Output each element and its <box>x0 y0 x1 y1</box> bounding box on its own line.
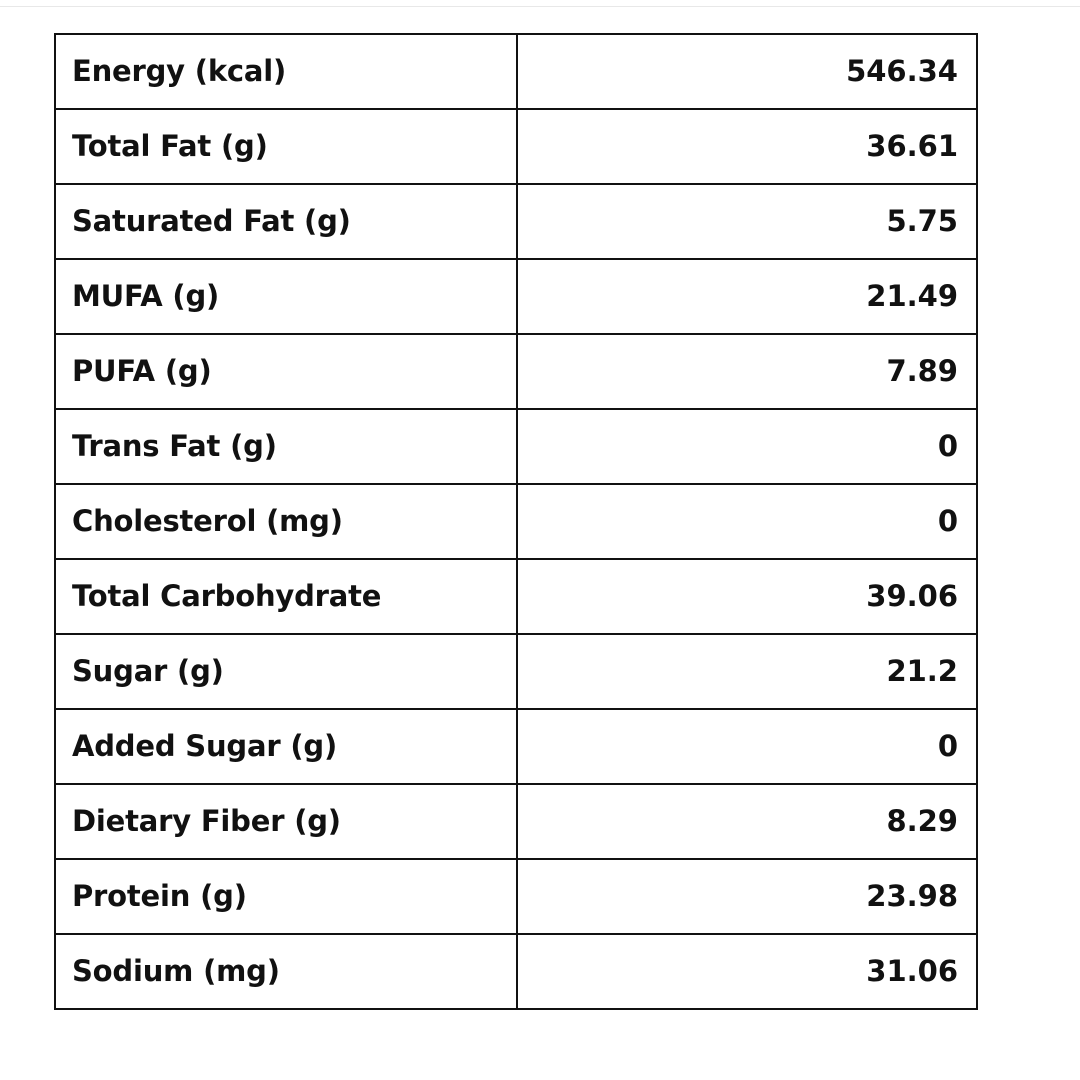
nutrient-label: Sodium (mg) <box>55 934 517 1009</box>
nutrient-label: MUFA (g) <box>55 259 517 334</box>
nutrient-value: 21.49 <box>517 259 977 334</box>
nutrient-label: Energy (kcal) <box>55 34 517 109</box>
table-row <box>55 934 977 1009</box>
nutrient-value: 0 <box>517 409 977 484</box>
nutrient-label: Trans Fat (g) <box>55 409 517 484</box>
nutrient-value: 7.89 <box>517 334 977 409</box>
table-row <box>55 259 977 334</box>
nutrient-label: Dietary Fiber (g) <box>55 784 517 859</box>
table-row <box>55 109 977 184</box>
nutrient-label: Sugar (g) <box>55 634 517 709</box>
table-row <box>55 409 977 484</box>
nutrient-value: 8.29 <box>517 784 977 859</box>
table-row <box>55 709 977 784</box>
nutrient-label: Total Carbohydrate <box>55 559 517 634</box>
nutrition-facts-table <box>54 33 978 1010</box>
nutrient-value: 5.75 <box>517 184 977 259</box>
nutrient-value: 31.06 <box>517 934 977 1009</box>
table-row <box>55 784 977 859</box>
nutrient-label: Protein (g) <box>55 859 517 934</box>
table-row <box>55 34 977 109</box>
table-row <box>55 859 977 934</box>
table-body <box>55 34 977 1009</box>
nutrient-value: 21.2 <box>517 634 977 709</box>
nutrient-value: 0 <box>517 709 977 784</box>
table-row <box>55 184 977 259</box>
nutrient-label: PUFA (g) <box>55 334 517 409</box>
nutrient-label: Saturated Fat (g) <box>55 184 517 259</box>
nutrient-value: 0 <box>517 484 977 559</box>
header-divider <box>0 6 1080 7</box>
nutrient-label: Added Sugar (g) <box>55 709 517 784</box>
nutrient-value: 546.34 <box>517 34 977 109</box>
table-row <box>55 334 977 409</box>
nutrient-value: 23.98 <box>517 859 977 934</box>
table-row <box>55 559 977 634</box>
nutrient-value: 36.61 <box>517 109 977 184</box>
table-row <box>55 484 977 559</box>
nutrient-value: 39.06 <box>517 559 977 634</box>
nutrient-label: Total Fat (g) <box>55 109 517 184</box>
nutrient-label: Cholesterol (mg) <box>55 484 517 559</box>
table-row <box>55 634 977 709</box>
